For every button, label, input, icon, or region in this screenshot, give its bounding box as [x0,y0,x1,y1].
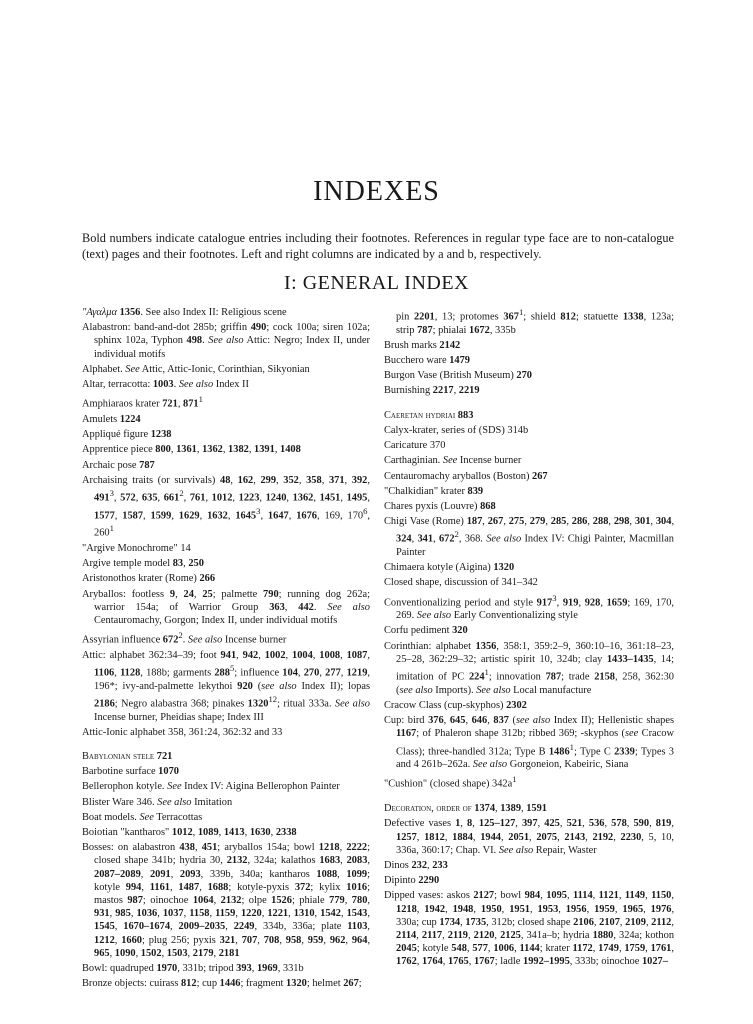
index-entry: Carthaginian. See Incense burner [384,455,522,467]
index-entry: Bucchero ware 1479 [384,355,470,367]
section-gap [82,741,370,750]
index-entry: pin 2201, 13; protomes $367^1$; shield 812; statuette 1338, 123a; strip 787; phialai 1672, 335b [396,307,674,336]
index-entry: Conventionalizing period and style $917^3$, 919, 928, 1659; 169, 170, 269. See also Early Conventionalizing style [384,592,674,622]
index-entry: Calyx-krater, series of (SDS) 314b [384,424,529,436]
index-entry: Blister Ware 346. See also Imitation [82,796,233,808]
index-entry: Dinos 232, 233 [384,859,448,871]
index-entry: Centauromachy aryballos (Boston) 267 [384,470,548,482]
index-entry: Barbotine surface 1070 [82,766,179,778]
index-entry: "Argive Monochrome" 14 [82,542,191,554]
index-entry: Attic-Ionic alphabet 358, 361:24, 362:32 and 33 [82,726,283,738]
index-entry: "Chalkidian" krater 839 [384,485,484,497]
section-title: I: GENERAL INDEX [283,272,469,294]
index-entry: Bronze objects: cuirass 812; cup 1446; fragment 1320; helmet 267; [82,978,362,990]
index-column-right [384,306,674,971]
index-entry: Bowl: quadruped 1970, 331b; tripod 393, 1969, 331b [82,963,304,975]
index-entry: Appliqué figure 1238 [82,429,172,441]
index-entry: Altar, terracotta: 1003. See also Index II [82,379,249,391]
index-entry: Dipinto 2290 [384,875,440,887]
index-entry: Chares pyxis (Louvre) 868 [384,500,496,512]
index-entry: Boiotian "kantharos" 1012, 1089, 1413, 1630, 2338 [82,826,297,838]
index-column-left [82,306,370,992]
index-entry: Cracow Class (cup-skyphos) 2302 [384,699,527,711]
index-entry: Attic: alphabet 362:34–39; foot 941, 942, 1002, 1004, 1008, 1087, 1106, 1128, 188b; garments $288^5$; influence 104, 270, 277, 1219, 196*; ivy-and-palmette lekythoi 920 (see also Index II); lopas 2186; Negro alabastra 368; pinakes 1320$^{12}$; ritual 333a. See also Incense burner, Pheidias shape; Index III [82,649,370,723]
index-entry: Brush marks 2142 [384,339,461,351]
index-entry: Aristonothos krater (Rome) 266 [82,573,216,585]
index-entry: Burnishing 2217, 2219 [384,385,480,397]
index-entry: "Cushion" (closed shape) $342a^1$ [384,774,517,790]
section-gap [384,400,674,409]
index-entry: Archaising traits (or survivals) 48, 162, 299, 352, 358, 371, 392, $491^3$, 572, 635, $661^2$, 761, 1012, 1223, 1240, 1362, 1451, 1495, 1577, 1587, 1599, 1629, 1632, 1645$^3$, 1647, 1676, 169, $170^6$, $260^1$ [82,474,371,539]
index-entry: Bosses: on alabastron 438, 451; aryballos 154a; bowl 1218, 2222; closed shape 341b; hydria 30, 2132, 324a; kalathos 1683, 2083, 2087–2089, 2091, 2093, 339b, 340a; kantharos 1088, 1099; kotyle 994, 1161, 1487, 1688; kotyle-pyxis 372; kylix 1016; mastos 987; oinochoe 1064, 2132; olpe 1526; phiale 779, 780, 931, 985, 1036, 1037, 1158, 1159, 1220, 1221, 1310, 1542, 1543, 1545, 1670–1674, 2009–2035, 2249, 334b, 336a; plate 1103, 1212, 1660; plug 256; pyxis 321, 707, 708, 958, 959, 962, 964, 965, 1090, 1502, 1503, 2179, 2181 [82,842,371,959]
index-entry: Corfu pediment 320 [384,625,468,637]
index-entry: Corinthian: alphabet 1356, 358:1, 359:2–9, 360:10–16, 361:18–23, 25–28, 362:29–32; artistic spirit 10, 324b; clay 1433–1435, 14; imitation of PC $224^1$; innovation 787; trade 2158, 258, 362:30 (see also Imports). See also Local manufacture [384,640,674,696]
intro-paragraph: Bold numbers indicate catalogue entries including their footnotes. References in regular type face are to non-catalogue (text) pages and their footnotes. Left and right columns are indicated by a and b, respectively. [82,231,674,261]
index-entry: Amulets 1224 [82,413,141,425]
index-entry: Alabastron: band-and-dot 285b; griffin 490; cock 100a; siren 102a; sphinx 102a, Typhon 498. See also Attic: Negro; Index II, under individual motifs [82,322,370,360]
index-entry: Argive temple model 83, 250 [82,558,204,570]
index-entry: Boat models. See Terracottas [82,811,203,823]
index-entry: Caeretan hydriai 883 [384,409,474,421]
index-entry: Aryballos: footless 9, 24, 25; palmette 790; running dog 262a; warrior 154a; of Warrior Group 363, 442. See also Centauromachy, Gorgon; Index II, under individual motifs [82,588,371,626]
index-entry: Defective vases 1, 8, 125–127, 397, 425, 521, 536, 578, 590, 819, 1257, 1812, 1884, 1944, 2051, 2075, 2143, 2192, 2230, 5, 10, 336a, 360:17; Chap. VI. See also Repair, Waster [384,818,675,856]
index-entry: Decoration, order of 1374, 1389, 1591 [384,803,547,815]
index-entry: Assyrian influence $672^2$. See also Incense burner [82,630,287,646]
index-entry: Amphiaraos krater 721, $871^1$ [82,394,203,410]
index-entry: Bellerophon kotyle. See Index IV: Aigina Bellerophon Painter [82,781,340,793]
section-gap [384,793,674,802]
index-entry: Alphabet. See Attic, Attic-Ionic, Corinthian, Sikyonian [82,363,310,375]
index-entry: Archaic pose 787 [82,459,155,471]
index-entry: Cup: bird 376, 645, 646, 837 (see also Index II); Hellenistic shapes 1167; of Phaleron shape 312b; ribbed 369; -skyphos (see Cracow Class); three-handled 312a; Type B 1486$^1$; Type C 2339; Types 3 and 4 261b–262a. See also Gorgoneion, Kabeiric, Siana [384,715,675,771]
index-entry: Babylonian stele 721 [82,750,173,762]
index-entry: Apprentice piece 800, 1361, 1362, 1382, 1391, 1408 [82,444,301,456]
index-entry: Chigi Vase (Rome) 187, 267, 275, 279, 285, 286, 288, 298, 301, 304, 324, 341, $672^2$, 368. See also Index IV: Chigi Painter, Macmillan Painter [384,516,675,558]
index-entry: Burgon Vase (British Museum) 270 [384,370,532,382]
index-entry: "Αγαλμα 1356. See also Index II: Religious scene [82,307,287,318]
page-title: INDEXES [313,176,440,207]
index-entry: Chimaera kotyle (Aigina) 1320 [384,562,515,574]
index-entry: Closed shape, discussion of 341–342 [384,577,538,589]
index-entry: Caricature 370 [384,440,446,452]
index-entry: Dipped vases: askos 2127; bowl 984, 1095, 1114, 1121, 1149, 1150, 1218, 1942, 1948, 1950, 1951, 1953, 1956, 1959, 1965, 1976, 330a; cup 1734, 1735, 312b; closed shape 2106, 2107, 2109, 2112, 2114, 2117, 2119, 2120, 2125, 341a–b; hydria 1880, 324a; kothon 2045; kotyle 548, 577, 1006, 1144; krater 1172, 1749, 1759, 1761, 1762, 1764, 1765, 1767; ladle 1992–1995, 333b; oinochoe 1027– [384,890,675,968]
